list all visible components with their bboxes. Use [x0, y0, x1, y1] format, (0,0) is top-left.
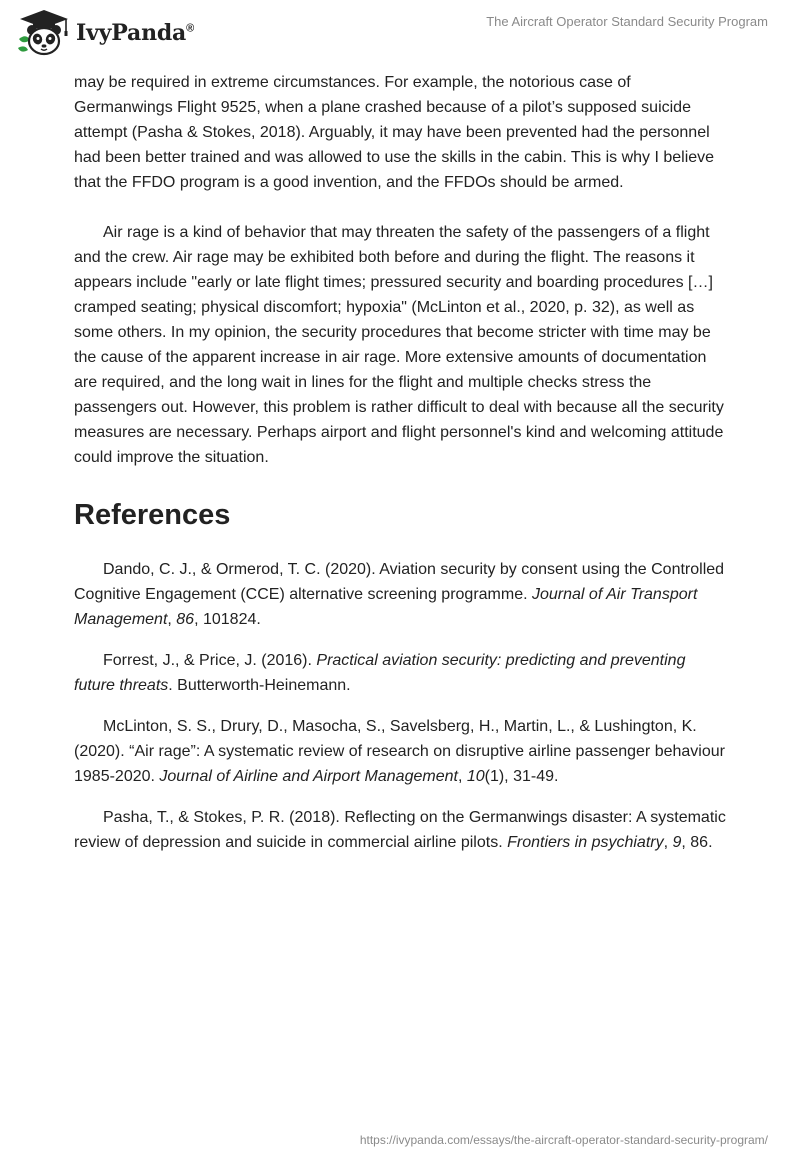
reference-item: Dando, C. J., & Ormerod, T. C. (2020). Aviation security by consent using the Controlled Cognitive Engagement (CCE) alternative screening programme. Journal of Air Transport Management, 86, 101824. [74, 561, 725, 628]
site-logo[interactable] [14, 8, 194, 58]
reference-item: McLinton, S. S., Drury, D., Masocha, S., Savelsberg, H., Martin, L., & Lushington, K. (2020). “Air rage”: A systematic review of research on disruptive airline passenger behaviour 1985-2020. Journal of Airline and Airport Management, 10(1), 31-49. [74, 718, 725, 785]
document-title: The Aircraft Operator Standard Security Program [486, 14, 768, 29]
reference-item: Forrest, J., & Price, J. (2016). Practical aviation security: predicting and preventing future threats. Butterworth-Heinemann. [74, 652, 686, 694]
body-paragraph: may be required in extreme circumstances. For example, the notorious case of Germanwings Flight 9525, when a plane crashed because of a pilot’s supposed suicide attempt (Pasha & Stokes, 2018). Arguably, it may have been prevented had the personnel had been better trained and was allowed to use the skills in the cabin. This is why I believe that the FFDO program is a good invention, and the FFDOs should be armed. [74, 74, 715, 191]
logo-registered-mark: ® [186, 22, 195, 35]
logo-text [76, 20, 194, 46]
references-heading: References [74, 499, 231, 531]
reference-item: Pasha, T., & Stokes, P. R. (2018). Reflecting on the Germanwings disaster: A systematic review of depression and suicide in commercial airline pilots. Frontiers in psychiatry, 9, 86. [74, 809, 726, 851]
logo-wordmark: IvyPanda [76, 20, 187, 46]
panda-graduate-icon [14, 8, 74, 58]
essay-content [74, 70, 728, 855]
footer-url-link[interactable]: https://ivypanda.com/essays/the-aircraft-operator-standard-security-program/ [359, 1133, 768, 1147]
reference-list [74, 557, 728, 855]
page-header [0, 0, 800, 70]
body-paragraph: Air rage is a kind of behavior that may threaten the safety of the passengers of a flight and the crew. Air rage may be exhibited both before and during the flight. The reasons it appears include "early or late flight times; pressured security and boarding procedures […] cramped seating; physical discomfort; hypoxia" (McLinton et al., 2020, p. 32), as well as some others. In my opinion, the security procedures that become stricter with time may be the cause of the apparent increase in air rage. More extensive amounts of documentation are required, and the long wait in lines for the flight and multiple checks stress the passengers out. However, this problem is rather difficult to deal with because all the security measures are necessary. Perhaps airport and flight personnel's kind and welcoming attitude could improve the situation. [74, 224, 724, 466]
